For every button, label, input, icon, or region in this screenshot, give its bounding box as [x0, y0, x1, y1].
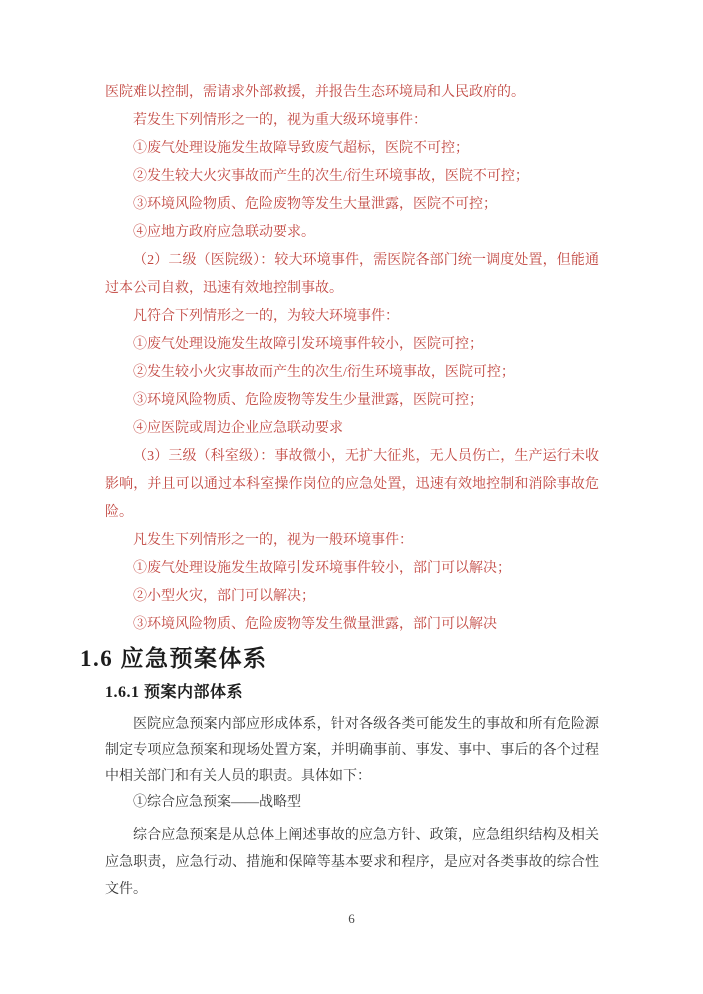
- doc-paragraph: 医院难以控制，需请求外部救援，并报告生态环境局和人民政府的。: [105, 85, 525, 100]
- doc-list-item: ①废气处理设施发生故障导致废气超标，医院不可控；: [133, 141, 469, 156]
- doc-list-item: ②发生较大火灾事故而产生的次生/衍生环境事故，医院不可控；: [133, 169, 529, 184]
- emergency-event-grading-section: [80, 79, 599, 639]
- doc-paragraph: 综合应急预案是从总体上阐述事故的应急方针、政策，应急组织结构及相关应急职责，应急行动、措施和保障等基本要求和程序，是应对各类事故的综合性文件。: [105, 828, 599, 897]
- subsection-heading-1-6-1: 1.6.1 预案内部体系: [105, 684, 244, 701]
- doc-list-item: ②发生较小火灾事故而产生的次生/衍生环境事故，医院可控；: [133, 365, 515, 380]
- doc-list-item: ②小型火灾，部门可以解决；: [133, 589, 315, 604]
- page-content: [80, 0, 599, 903]
- section-heading-1-6: 1.6 应急预案体系: [80, 646, 268, 671]
- doc-list-item: ③环境风险物质、危险废物等发生少量泄露，医院可控；: [133, 393, 483, 408]
- doc-paragraph: 医院应急预案内部应形成体系，针对各级各类可能发生的事故和所有危险源制定专项应急预案和现场处置方案，并明确事前、事发、事中、事后的各个过程中相关部门和有关人员的职责。具体如下：: [105, 717, 599, 784]
- doc-list-item: ④应地方政府应急联动要求。: [133, 225, 315, 240]
- doc-list-item: ③环境风险物质、危险废物等发生微量泄露，部门可以解决: [133, 617, 497, 632]
- doc-list-item: ①废气处理设施发生故障引发环境事件较小，医院可控；: [133, 337, 483, 352]
- page-footer: [0, 910, 703, 928]
- doc-paragraph: 若发生下列情形之一的，视为重大级环境事件：: [133, 113, 427, 128]
- plan-internal-system-section: [80, 712, 599, 903]
- doc-paragraph: ①综合应急预案——战略型: [133, 795, 301, 810]
- doc-paragraph: 凡发生下列情形之一的，视为一般环境事件：: [133, 533, 413, 548]
- doc-list-item: ①废气处理设施发生故障引发环境事件较小，部门可以解决；: [133, 561, 511, 576]
- doc-paragraph: （2）二级（医院级）：较大环境事件，需医院各部门统一调度处置，但能通过本公司自救，迅速有效地控制事故。: [105, 253, 599, 296]
- doc-paragraph: 凡符合下列情形之一的，为较大环境事件：: [133, 309, 399, 324]
- page-number: 6: [348, 911, 355, 926]
- doc-list-item: ③环境风险物质、危险废物等发生大量泄露，医院不可控；: [133, 197, 497, 212]
- doc-list-item: ④应医院或周边企业应急联动要求: [133, 421, 343, 436]
- doc-paragraph: （3）三级（科室级）：事故微小，无扩大征兆，无人员伤亡，生产运行未收影响，并且可以通过本科室操作岗位的应急处置，迅速有效地控制和消除事故危险。: [105, 449, 599, 520]
